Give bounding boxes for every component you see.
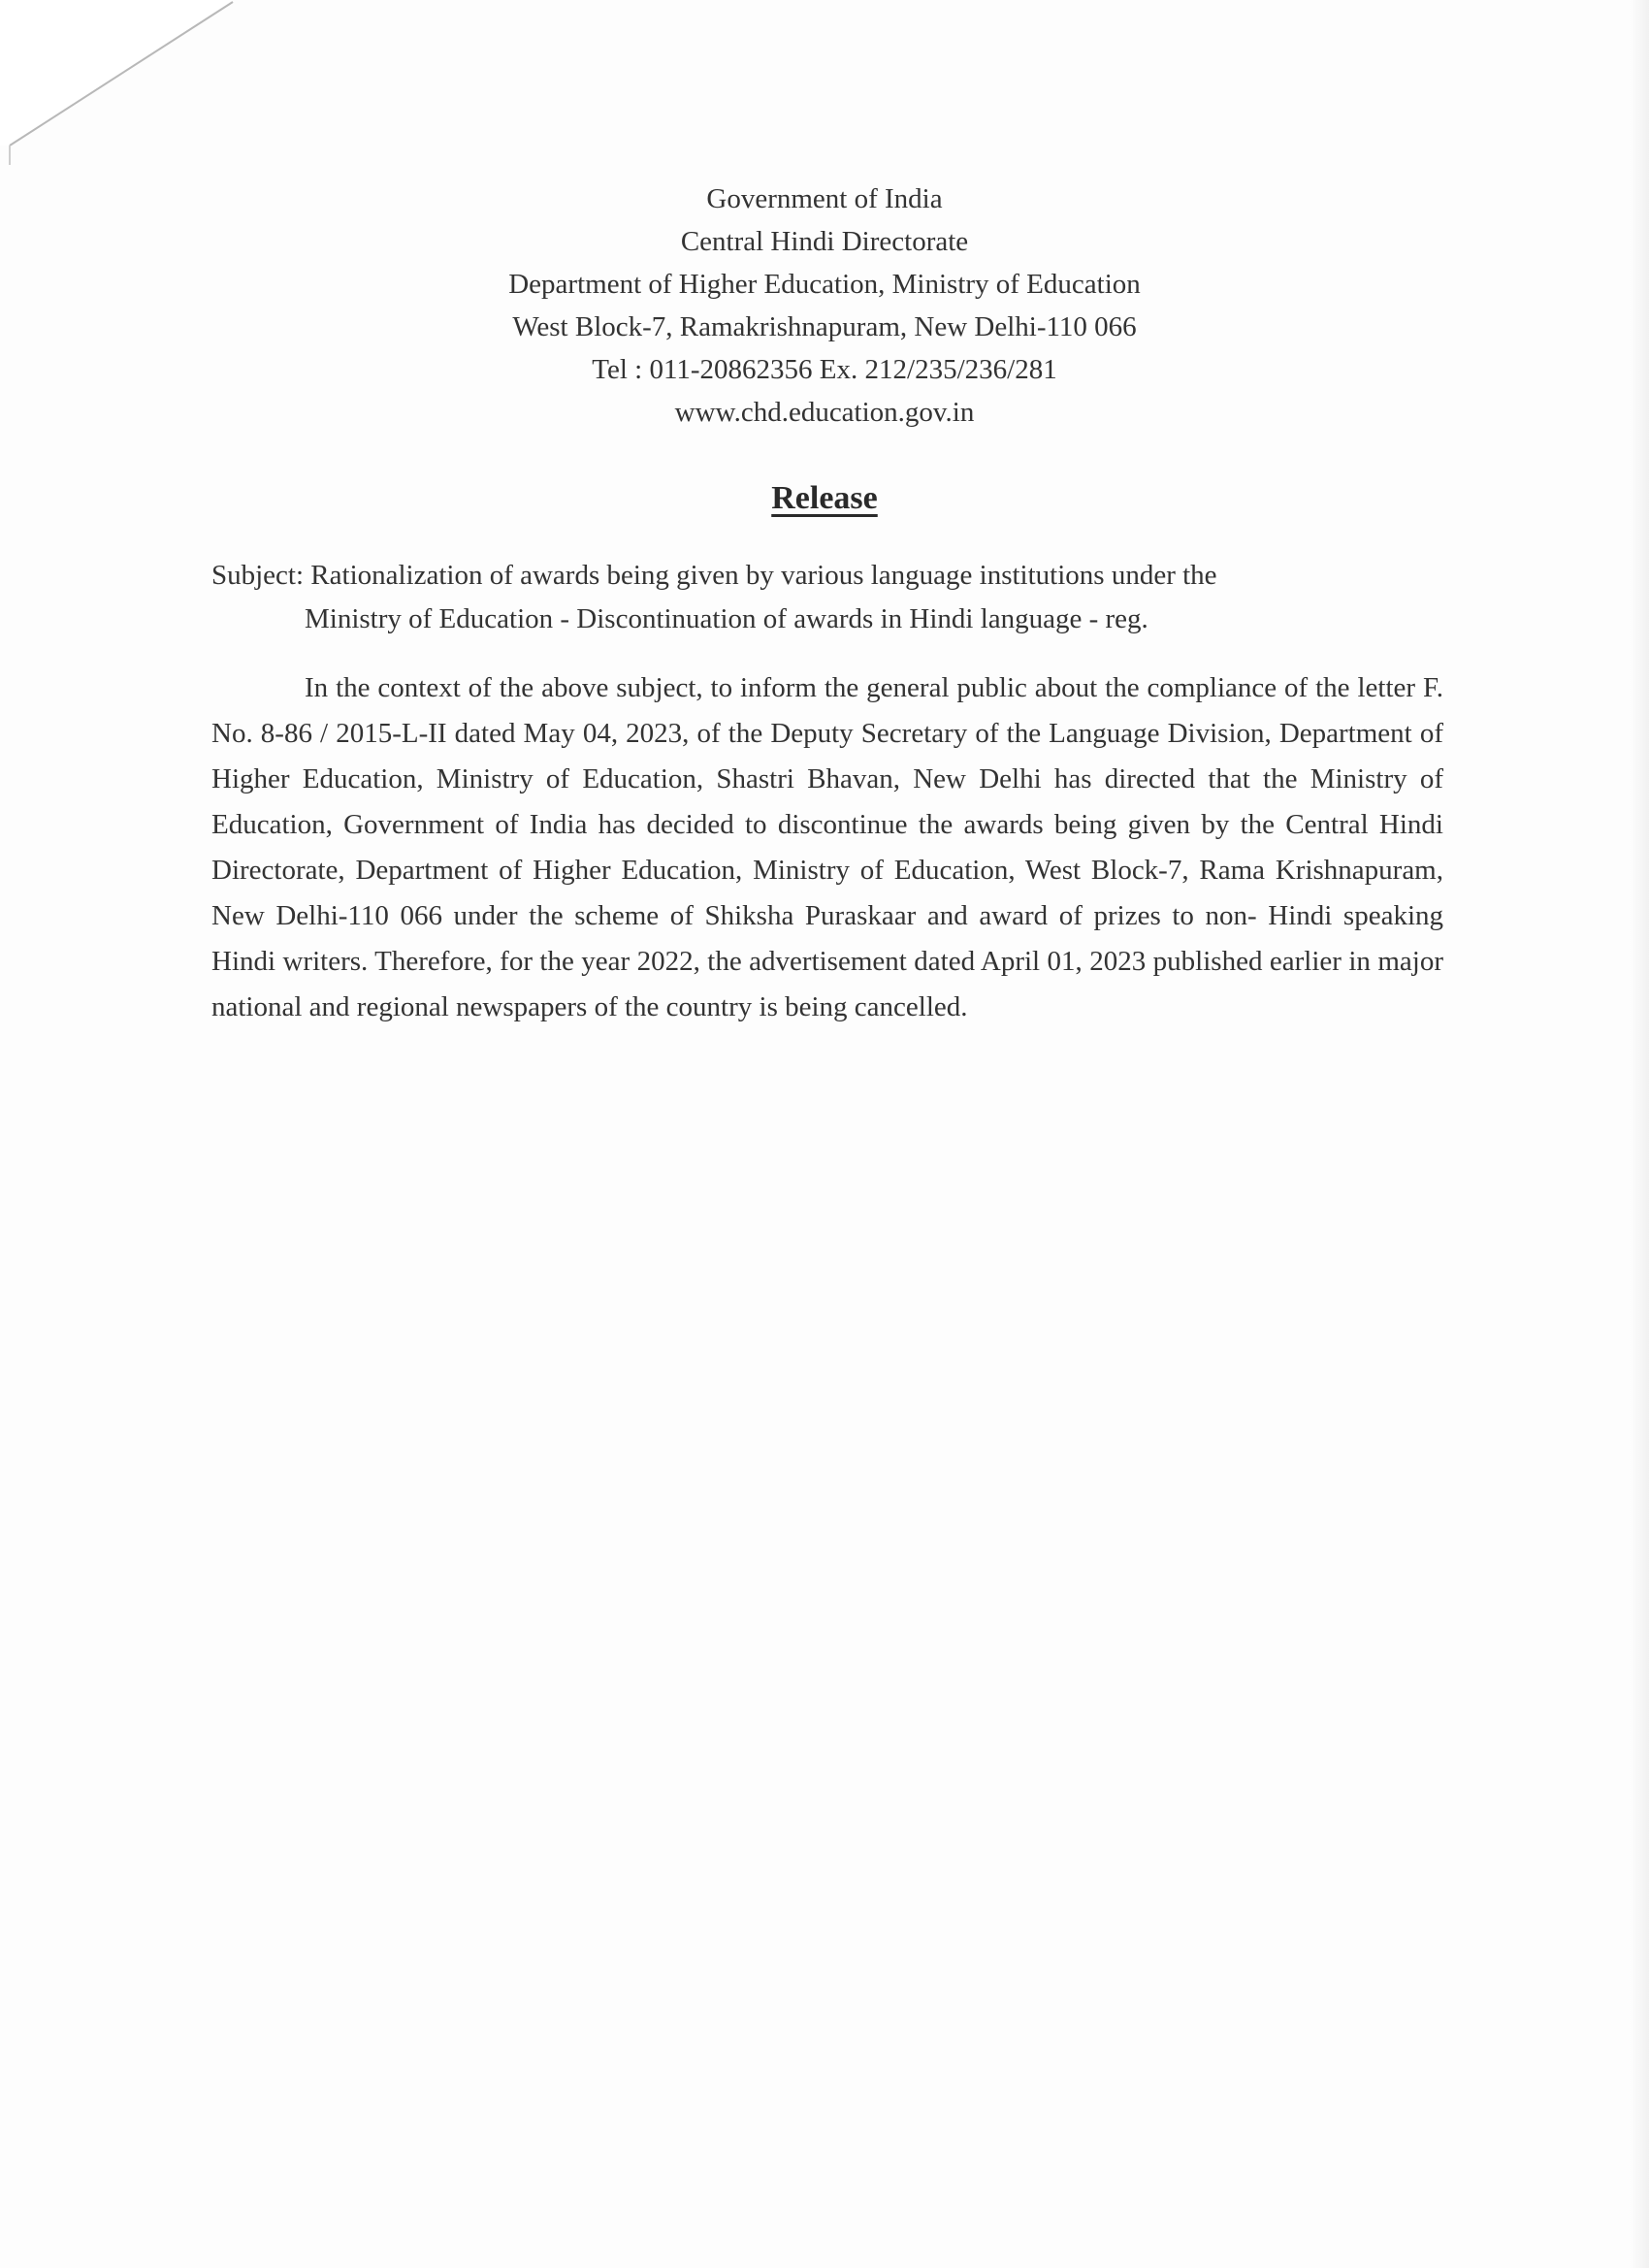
letterhead bbox=[0, 178, 1649, 434]
header-telephone: Tel : 011-20862356 Ex. 212/235/236/281 bbox=[592, 354, 1057, 385]
header-government: Government of India bbox=[706, 183, 943, 214]
header-website: www.chd.education.gov.in bbox=[674, 397, 975, 428]
subject-block bbox=[211, 554, 1443, 641]
body-paragraph: In the context of the above subject, to inform the general public about the compliance of the letter F. No. 8-86 / 2015-L-II dated May 04, 2023, of the Deputy Secretary of the Language Division, Department of Higher Education, Ministry of Education, Shastri Bhavan, New Delhi has directed that the Ministry of Education, Government of India has decided to discontinue the awards being given by the Central Hindi Directorate, Department of Higher Education, Ministry of Education, West Block-7, Rama Krishnapuram, New Delhi-110 066 under the scheme of Shiksha Puraskaar and award of prizes to non- Hindi speaking Hindi writers. Therefore, for the year 2022, the advertisement dated April 01, 2023 published earlier in major national and regional newspapers of the country is being cancelled. bbox=[211, 672, 1443, 1022]
folded-corner-artifact bbox=[0, 0, 252, 165]
header-address: West Block-7, Ramakrishnapuram, New Delhi-110 066 bbox=[512, 311, 1137, 342]
subject-line-1: Subject: Rationalization of awards being given by various language institutions under the bbox=[211, 560, 1217, 591]
document-title bbox=[0, 480, 1649, 517]
header-department: Department of Higher Education, Ministry of Education bbox=[508, 269, 1141, 300]
release-heading: Release bbox=[771, 480, 878, 516]
subject-line-2: Ministry of Education - Discontinuation of awards in Hindi language - reg. bbox=[305, 603, 1148, 634]
header-directorate: Central Hindi Directorate bbox=[680, 226, 969, 257]
